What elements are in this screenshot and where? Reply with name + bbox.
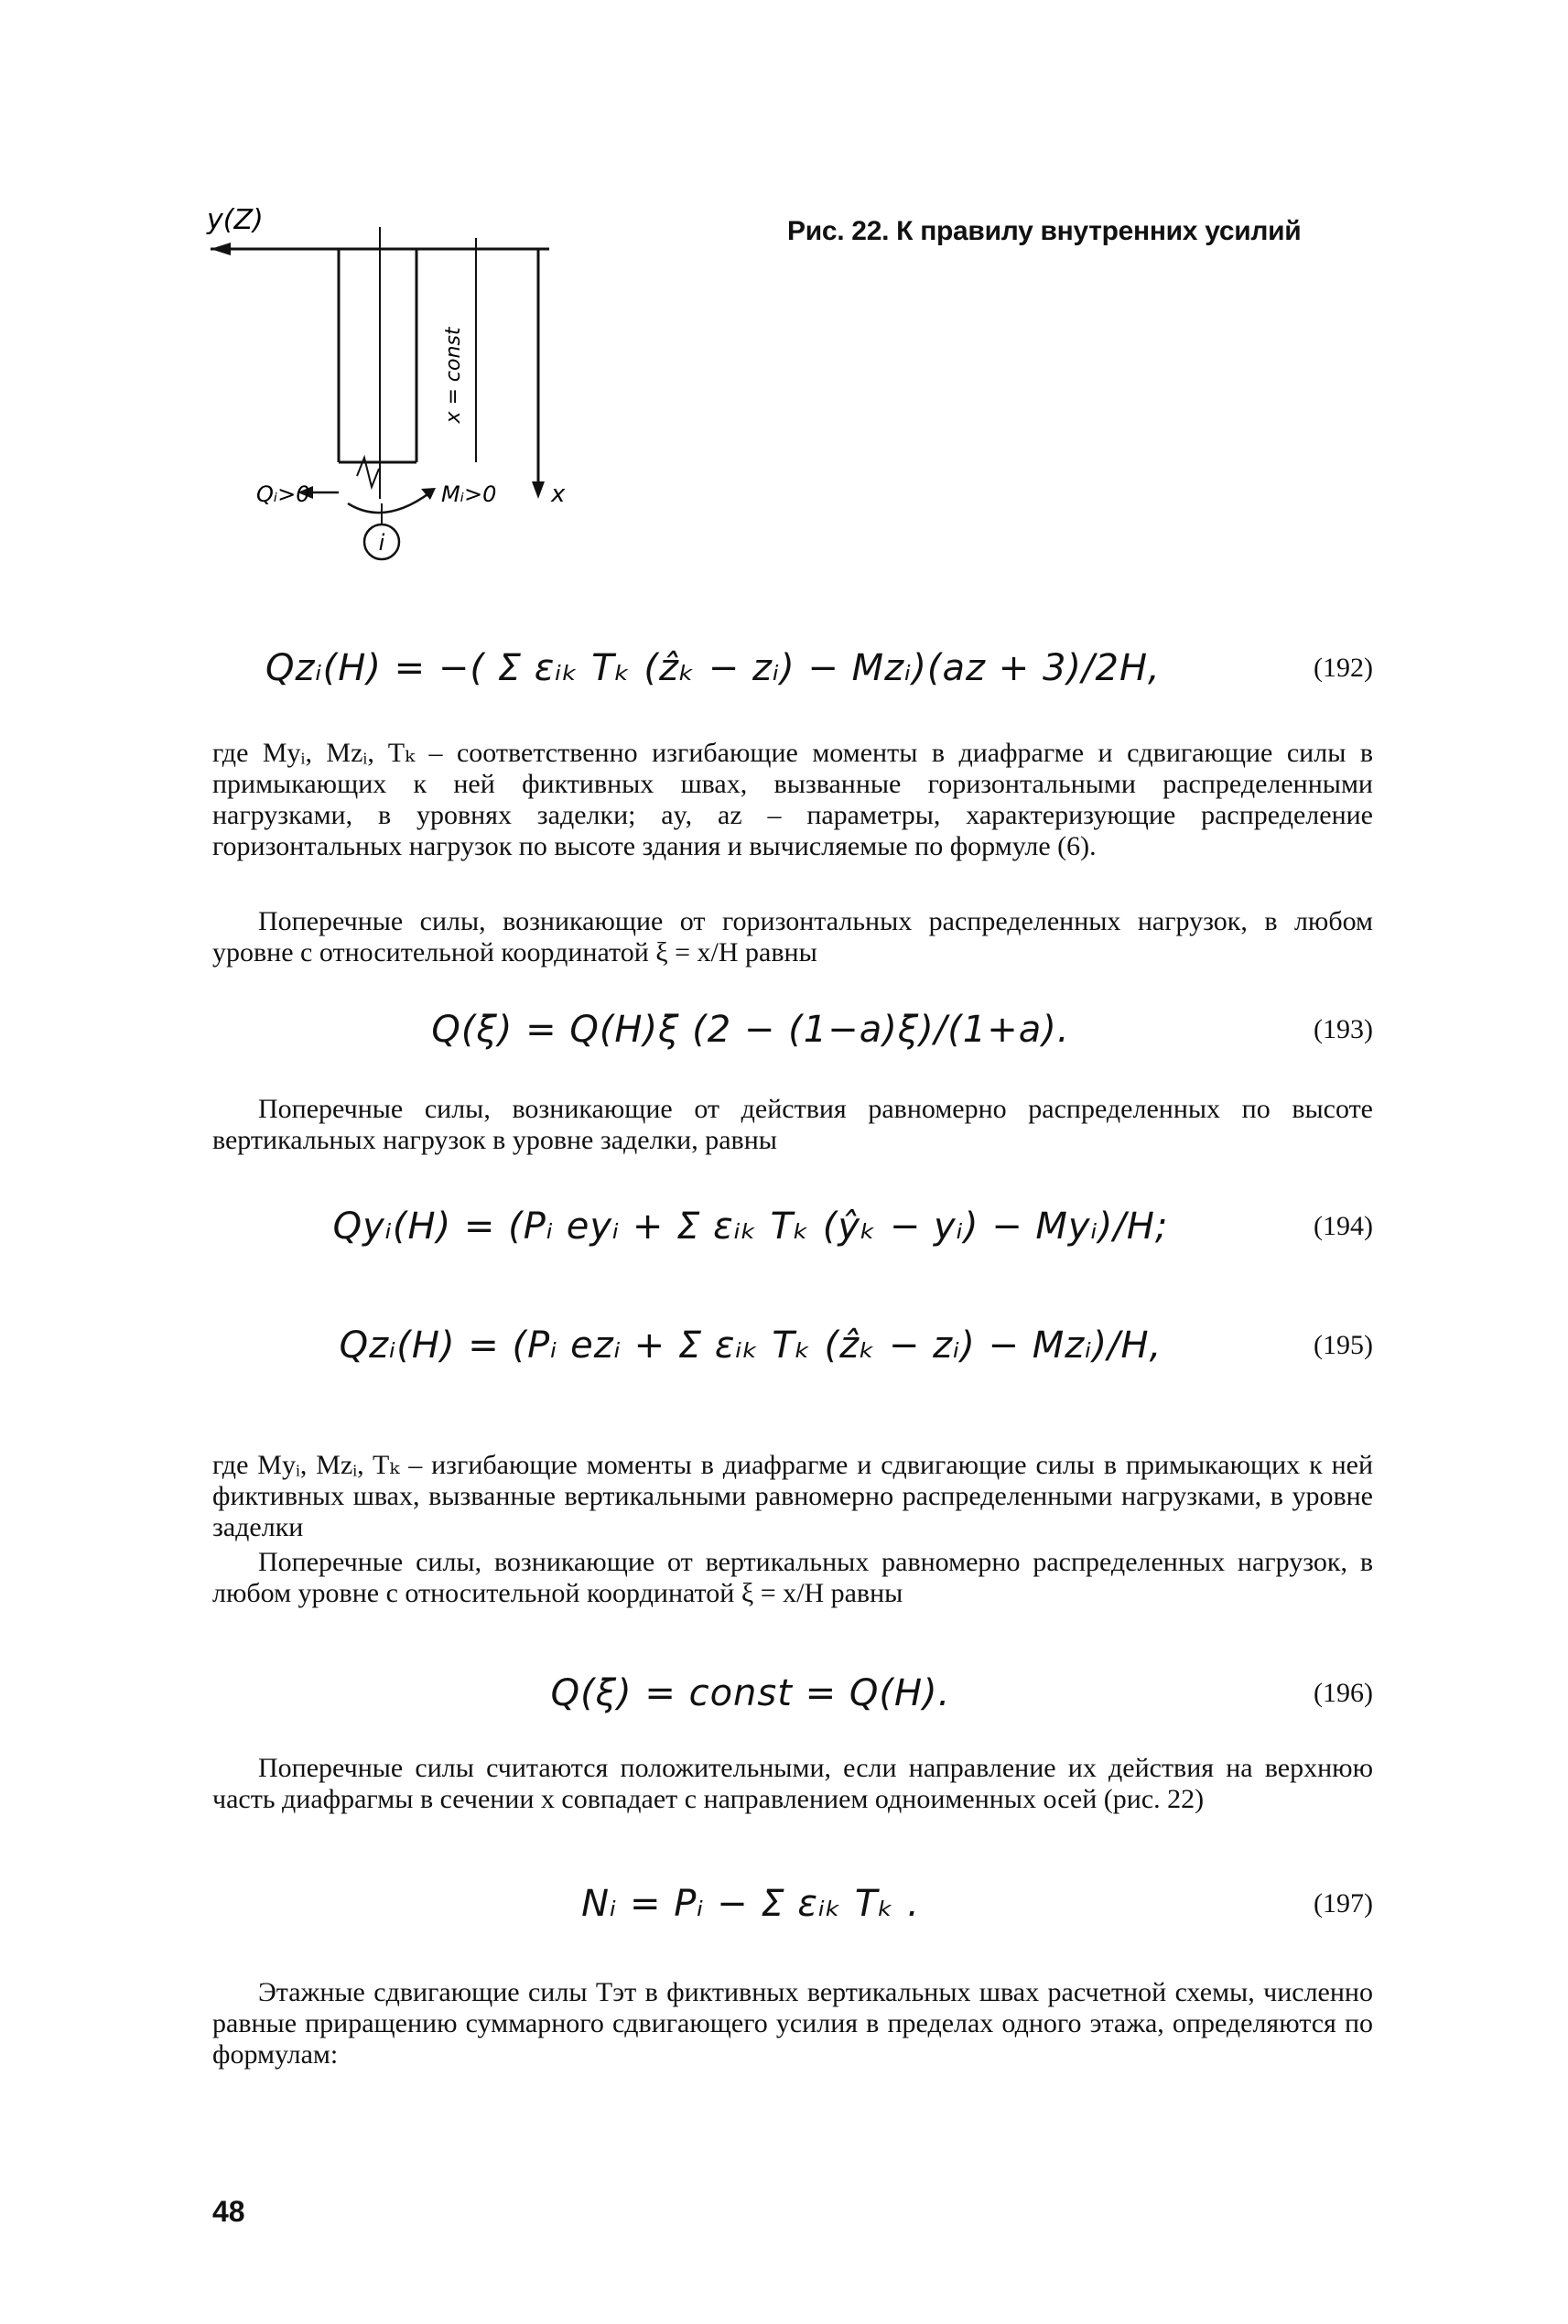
equation-195 bbox=[211, 1309, 1373, 1382]
equation-193-number: (193) bbox=[1314, 1014, 1373, 1044]
page-number: 48 bbox=[212, 2195, 245, 2228]
x-axis-label: x bbox=[551, 481, 566, 508]
y-axis-label: y(Z) bbox=[207, 204, 264, 236]
equation-197 bbox=[211, 1867, 1373, 1940]
equation-192-number: (192) bbox=[1314, 653, 1373, 683]
equation-196 bbox=[211, 1657, 1373, 1730]
equation-193-formula: Q(ξ) = Q(H)ξ (2 − (1−a)ξ)/(1+a). bbox=[431, 1009, 1070, 1051]
figure-22-diagram bbox=[201, 201, 622, 604]
y-axis-arrowhead bbox=[211, 243, 231, 255]
equation-192-formula: Qzᵢ(H) = −( Σ εᵢₖ Tₖ (ẑₖ − zᵢ) − Mzᵢ)(az + 3)/2H, bbox=[265, 647, 1161, 689]
m-label: Mᵢ>0 bbox=[441, 481, 497, 507]
equation-197-number: (197) bbox=[1314, 1888, 1373, 1919]
equation-196-formula: Q(ξ) = const = Q(H). bbox=[550, 1672, 951, 1714]
equation-195-formula: Qzᵢ(H) = (Pᵢ ezᵢ + Σ εᵢₖ Tₖ (ẑₖ − zᵢ) − Mzᵢ)/H, bbox=[339, 1324, 1162, 1367]
q-label: Qᵢ>0 bbox=[256, 481, 310, 507]
x-axis-arrowhead bbox=[532, 481, 545, 499]
moment-arc bbox=[348, 492, 430, 513]
equation-197-formula: Nᵢ = Pᵢ − Σ εᵢₖ Tₖ . bbox=[581, 1883, 920, 1925]
paragraph-horizontal-loads: Поперечные силы, возникающие от горизонтальных распределенных нагрузок, в любом уровне с относительной координатой ξ = x/H равны bbox=[212, 906, 1373, 967]
equation-194 bbox=[211, 1190, 1373, 1263]
equation-192 bbox=[211, 632, 1373, 705]
equation-194-number: (194) bbox=[1314, 1211, 1373, 1241]
paragraph-where-1: где Myᵢ, Mzᵢ, Tₖ – соответственно изгибающие моменты в диафрагме и сдвигающие силы в примыкающих к ней фиктивных швах, вызванные горизонтальными распределенными нагрузками, в уровнях заделки; ay, az – параметры, характеризующие распределение горизонтальных нагрузок по высоте здания и вычисляемые по формуле (6). bbox=[212, 738, 1373, 861]
equation-193 bbox=[211, 993, 1373, 1066]
paragraph-vertical-loads: Поперечные силы, возникающие от действия равномерно распределенных по высоте вертикальных нагрузок в уровне заделки, равны bbox=[212, 1094, 1373, 1155]
figure-caption: Рис. 22. К правилу внутренних усилий bbox=[787, 216, 1302, 246]
const-label: x = const bbox=[442, 327, 465, 424]
paragraph-where-2: где Myᵢ, Mzᵢ, Tₖ – изгибающие моменты в диафрагме и сдвигающие силы в примыкающих к ней фиктивных швах, вызванные вертикальными равномерно распределенными нагрузками, в уровне заделки bbox=[212, 1450, 1373, 1542]
paragraph-sign-rule: Поперечные силы считаются положительными, если направление их действия на верхнюю часть диафрагмы в сечении x совпадает с направлением одноименных осей (рис. 22) bbox=[212, 1753, 1373, 1814]
paragraph-story-shear: Этажные сдвигающие силы Tэт в фиктивных вертикальных швах расчетной схемы, численно равные приращению суммарного сдвигающего усилия в пределах одного этажа, определяются по формулам: bbox=[212, 1977, 1373, 2070]
equation-194-formula: Qyᵢ(H) = (Pᵢ eyᵢ + Σ εᵢₖ Tₖ (ŷₖ − yᵢ) − Myᵢ)/H; bbox=[332, 1205, 1169, 1248]
paragraph-vertical-uniform: Поперечные силы, возникающие от вертикальных равномерно распределенных нагрузок, в любом уровне с относительной координатой ξ = x/H равны bbox=[212, 1547, 1373, 1608]
equation-195-number: (195) bbox=[1314, 1330, 1373, 1360]
node-label: i bbox=[378, 530, 385, 556]
equation-196-number: (196) bbox=[1314, 1678, 1373, 1708]
